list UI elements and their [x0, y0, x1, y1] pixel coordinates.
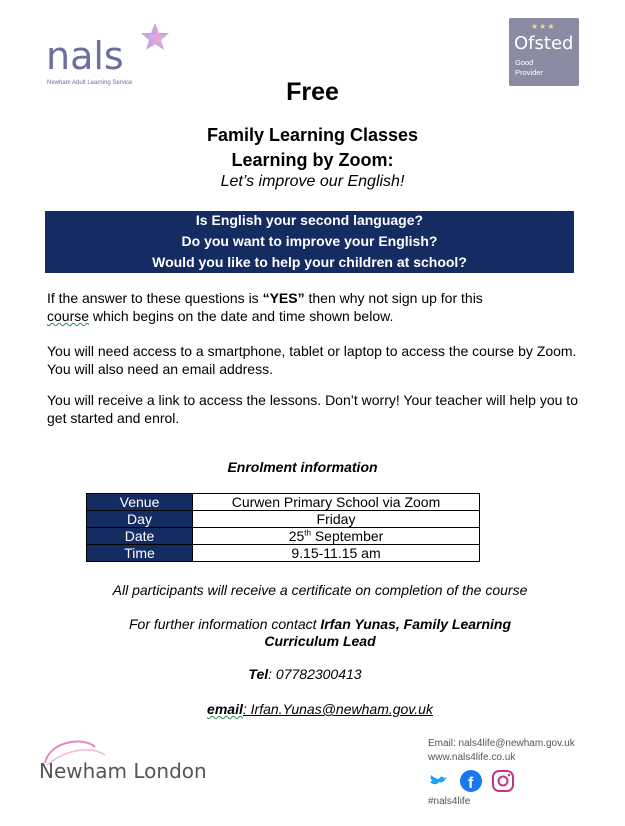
table-row — [87, 511, 480, 528]
ofsted-rating-line2: Provider — [515, 68, 543, 77]
footer-hashtag: #nals4life — [428, 796, 471, 807]
page-title: Free — [286, 78, 339, 106]
tel-value: : 07782300413 — [268, 666, 362, 682]
p1-yes: “YES” — [262, 290, 305, 306]
p1-text-c: which begins on the date and time shown below. — [89, 308, 394, 324]
p1-text-a: If the answer to these questions is — [47, 290, 263, 306]
date-value — [193, 528, 480, 545]
date-day: 25 — [288, 528, 305, 544]
date-month: September — [310, 528, 384, 544]
nals-wordmark: nals — [46, 34, 124, 78]
heading-line3: Let’s improve our English! — [220, 173, 405, 190]
footer-contact — [428, 737, 575, 765]
heading-line1: Family Learning Classes — [206, 125, 419, 145]
tel-label: Tel — [248, 666, 269, 682]
ofsted-name: Ofsted — [514, 33, 574, 54]
p1-course: course — [47, 308, 90, 324]
newham-london-logo — [35, 735, 207, 795]
paragraph-access: You will need access to a smartphone, tablet or laptop to access the course by Zoom. You will also need an email address. — [47, 343, 577, 377]
enrolment-heading: Enrolment information — [227, 459, 378, 475]
footer-email: Email: nals4life@newham.gov.uk — [428, 738, 575, 749]
time-value: 9.15-11.15 am — [193, 545, 480, 562]
email-label: email — [207, 701, 243, 717]
banner-line1: Is English your second language? — [195, 212, 424, 228]
date-key: Date — [87, 528, 193, 545]
paragraph-signup — [47, 289, 587, 325]
banner-line2: Do you want to improve your English? — [181, 233, 438, 249]
heading-line2: Learning by Zoom: — [231, 150, 394, 170]
venue-value: Curwen Primary School via Zoom — [193, 494, 480, 511]
question-banner — [45, 211, 574, 273]
contact-name: Irfan Yunas, Family Learning — [320, 616, 512, 632]
svg-text:f: f — [468, 775, 474, 792]
facebook-icon[interactable] — [460, 770, 482, 792]
nals-logo — [46, 22, 176, 84]
email-link[interactable]: Irfan.Yunas@newham.gov.uk — [250, 701, 433, 717]
table-row — [87, 545, 480, 562]
time-key: Time — [87, 545, 193, 562]
star-icon — [140, 22, 170, 52]
stars-icon: ★★★ — [531, 22, 556, 31]
day-key: Day — [87, 511, 193, 528]
enrolment-table — [86, 493, 480, 562]
contact-prefix: For further information contact — [128, 616, 321, 632]
ofsted-badge — [509, 18, 579, 86]
banner-line3: Would you like to help your children at school? — [152, 254, 467, 270]
email-line: email: Irfan.Yunas@newham.gov.uk — [207, 701, 433, 717]
table-row — [87, 494, 480, 511]
table-row — [87, 528, 480, 545]
contact-info — [0, 616, 625, 650]
twitter-icon[interactable] — [430, 775, 447, 784]
p1-text-b: then why not sign up for this — [304, 290, 483, 306]
venue-key: Venue — [87, 494, 193, 511]
paragraph-link: You will receive a link to access the lessons. Don’t worry! Your teacher will help you to get started and enrol. — [47, 392, 578, 426]
contact-role: Curriculum Lead — [264, 633, 376, 649]
certificate-note: All participants will receive a certificate on completion of the course — [112, 582, 528, 598]
social-icons — [428, 768, 528, 794]
ofsted-rating-line1: Good — [515, 58, 534, 67]
date-suffix: th — [304, 528, 311, 538]
footer-website[interactable]: www.nals4life.co.uk — [428, 752, 516, 763]
newham-logo-text: Newham London — [39, 759, 207, 783]
day-value: Friday — [193, 511, 480, 528]
nals-subtitle: Newham Adult Learning Service — [47, 80, 133, 86]
telephone — [0, 666, 610, 682]
instagram-icon[interactable] — [493, 771, 513, 791]
